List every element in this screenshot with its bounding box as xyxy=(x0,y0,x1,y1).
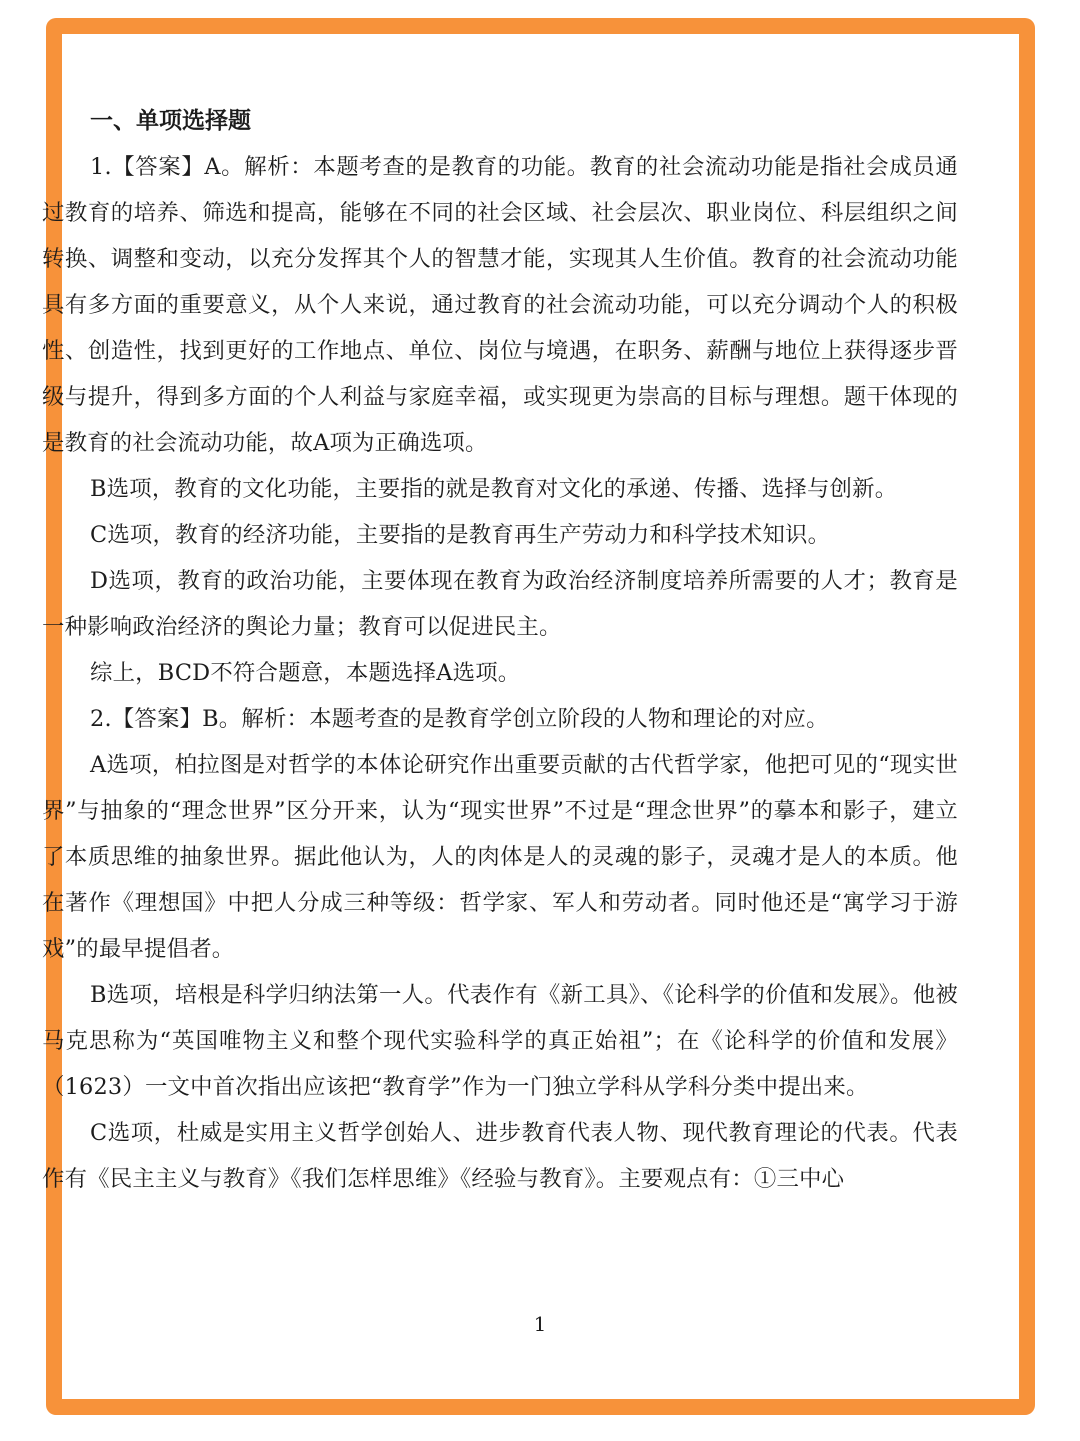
answer-2-option-c: C选项，杜威是实用主义哲学创始人、进步教育代表人物、现代教育理论的代表。代表作有《民主主义与教育》《我们怎样思维》《经验与教育》。主要观点有：①三中心 xyxy=(42,1120,958,1192)
answer-1-option-c: C选项，教育的经济功能，主要指的是教育再生产劳动力和科学技术知识。 xyxy=(90,522,831,548)
document-body xyxy=(42,98,958,1202)
answer-1-option-b: B选项，教育的文化功能，主要指的就是教育对文化的承递、传播、选择与创新。 xyxy=(90,476,898,502)
answer-1-option-d: D选项，教育的政治功能，主要体现在教育为政治经济制度培养所需要的人才；教育是一种影响政治经济的舆论力量；教育可以促进民主。 xyxy=(42,568,958,640)
answer-2-option-a: A选项，柏拉图是对哲学的本体论研究作出重要贡献的古代哲学家，他把可见的“现实世界”与抽象的“理念世界”区分开来，认为“现实世界”不过是“理念世界”的摹本和影子，建立了本质思维的抽象世界。据此他认为，人的肉体是人的灵魂的影子，灵魂才是人的本质。他在著作《理想国》中把人分成三种等级：哲学家、军人和劳动者。同时他还是“寓学习于游戏”的最早提倡者。 xyxy=(42,752,958,962)
page-number: 1 xyxy=(533,1312,547,1336)
answer-2-explanation: 2.【答案】B。解析：本题考查的是教育学创立阶段的人物和理论的对应。 xyxy=(90,706,829,732)
answer-1-summary: 综上，BCD不符合题意，本题选择A选项。 xyxy=(90,660,521,686)
answer-2-option-b: B选项，培根是科学归纳法第一人。代表作有《新工具》、《论科学的价值和发展》。他被马克思称为“英国唯物主义和整个现代实验科学的真正始祖”；在《论科学的价值和发展》（1623）一文中首次指出应该把“教育学”作为一门独立学科从学科分类中提出来。 xyxy=(42,982,958,1100)
answer-1-explanation: 1.【答案】A。解析：本题考查的是教育的功能。教育的社会流动功能是指社会成员通过教育的培养、筛选和提高，能够在不同的社会区域、社会层次、职业岗位、科层组织之间转换、调整和变动，以充分发挥其个人的智慧才能，实现其人生价值。教育的社会流动功能具有多方面的重要意义，从个人来说，通过教育的社会流动功能，可以充分调动个人的积极性、创造性，找到更好的工作地点、单位、岗位与境遇，在职务、薪酬与地位上获得逐步晋级与提升，得到多方面的个人利益与家庭幸福，或实现更为崇高的目标与理想。题干体现的是教育的社会流动功能，故A项为正确选项。 xyxy=(42,154,958,456)
section-heading: 一、单项选择题 xyxy=(90,108,251,134)
